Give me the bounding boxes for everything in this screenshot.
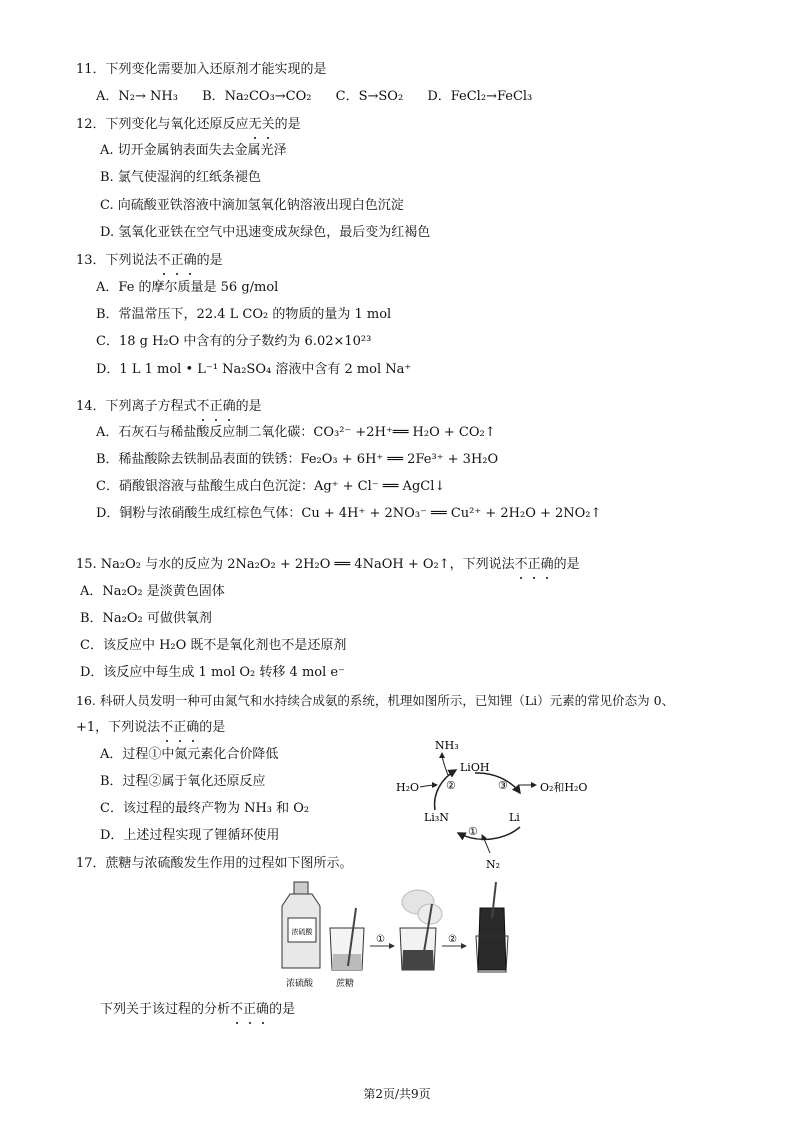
- emphasis-char: 不: [196, 399, 210, 414]
- page-footer: 第2页/共9页: [363, 1087, 431, 1101]
- q12-option-c: C. 向硫酸亚铁溶液中滴加氢氧化钠溶液出现白色沉淀: [100, 198, 404, 213]
- emphasis-char: 不: [514, 557, 528, 572]
- q14-option-a: A．石灰石与稀盐酸反应制二氧化碳：CO₃²⁻ +2H⁺══ H₂O + CO₂↑: [96, 425, 496, 440]
- bottle-label: 浓硫酸: [291, 928, 313, 936]
- q16-stem-line1: 16. 科研人员发明一种可由氮气和水持续合成氨的系统，机理如图所示，已知锂（Li）元素的常见价态为 0、: [76, 693, 675, 708]
- q12-stem-suffix: 的是: [274, 117, 301, 132]
- q16-stem-line2: [76, 719, 225, 737]
- emphasis-char: 正: [527, 557, 541, 572]
- q11-options: [96, 88, 552, 106]
- q17-stem: 17．蔗糖与浓硫酸发生作用的过程如下图所示。: [76, 856, 353, 871]
- q14-option-d: D．铜粉与浓硝酸生成红棕色气体：Cu + 4H⁺ + 2NO₃⁻ ══ Cu²⁺ + 2H₂O + 2NO₂↑: [96, 506, 602, 521]
- q14-stem: [76, 398, 262, 416]
- label-nh3: NH₃: [435, 739, 459, 752]
- q13-option-b: B．常温常压下，22.4 L CO₂ 的物质的量为 1 mol: [96, 307, 392, 322]
- q12-option-a: A. 切开金属钠表面失去金属光泽: [100, 143, 287, 158]
- q16-option-d: D．上述过程实现了锂循环使用: [100, 828, 280, 843]
- sugar-beaker: [330, 908, 364, 970]
- emphasis-char: 确: [540, 557, 554, 572]
- emphasis-char: 确: [256, 1002, 270, 1017]
- arrow-n2: [482, 835, 490, 853]
- emphasis-char: 确: [186, 720, 200, 735]
- q16-option-c: C．该过程的最终产物为 NH₃ 和 O₂: [100, 801, 310, 816]
- q11-option-b: B．Na₂CO₃→CO₂: [202, 89, 312, 104]
- q12-stem: [76, 116, 301, 134]
- q14-option-c: C．硝酸银溶液与盐酸生成白色沉淀：Ag⁺ + Cl⁻ ══ AgCl↓: [96, 479, 446, 494]
- q14-stem-suffix: 的是: [235, 399, 262, 414]
- q15-stem-emphasis: [515, 557, 554, 572]
- label-step3: ③: [498, 779, 508, 792]
- q16-stem-suffix: 的是: [199, 720, 226, 735]
- emphasis-char: 正: [173, 720, 187, 735]
- q13-stem: [76, 252, 223, 270]
- q16-stem-emphasis: [160, 720, 199, 735]
- label-lioh: LiOH: [460, 761, 490, 774]
- acid-bottle: [282, 882, 320, 968]
- emphasis-char: 关: [261, 117, 275, 132]
- q16-option-b: B．过程②属于氧化还原反应: [100, 774, 266, 789]
- q13-option-d: D．1 L 1 mol • L⁻¹ Na₂SO₄ 溶液中含有 2 mol Na⁺: [96, 362, 412, 377]
- q17-follow-prefix: 下列关于该过程的分析: [100, 1002, 231, 1017]
- q15-stem-prefix: 15. Na₂O₂ 与水的反应为 2Na₂O₂ + 2H₂O ══ 4NaOH + O₂↑，下列说法: [76, 557, 515, 572]
- emphasis-char: 正: [243, 1002, 257, 1017]
- q11-option-d: D．FeCl₂→FeCl₃: [427, 89, 533, 104]
- label-li3n: Li₃N: [424, 811, 449, 824]
- q11-stem: 11．下列变化需要加入还原剂才能实现的是: [76, 62, 327, 77]
- emphasis-char: 无: [248, 117, 262, 132]
- label-n2: N₂: [486, 858, 501, 871]
- q12-stem-emphasis: [249, 117, 275, 132]
- emphasis-char: 不: [230, 1002, 244, 1017]
- q13-stem-suffix: 的是: [196, 253, 223, 268]
- emphasis-char: 确: [222, 399, 236, 414]
- q12-option-d: D. 氢氧化亚铁在空气中迅速变成灰绿色，最后变为红褐色: [100, 225, 431, 240]
- q15-option-a: A．Na₂O₂ 是淡黄色固体: [80, 584, 225, 599]
- emphasis-char: 不: [160, 720, 174, 735]
- sucrose-acid-figure: [272, 878, 522, 990]
- q12-stem-prefix: 12．下列变化与氧化还原反应: [76, 117, 249, 132]
- label-o2-h2o: O₂和H₂O: [540, 781, 588, 794]
- arrow-h2o: [420, 785, 437, 787]
- q15-stem: [76, 556, 580, 574]
- caption-acid: 浓硫酸: [286, 979, 314, 989]
- q16-stem-prefix: +1，下列说法: [76, 720, 161, 735]
- label-step2: ②: [446, 779, 456, 792]
- q11-option-a: A．N₂→ NH₃: [96, 89, 178, 104]
- q11-option-c: C．S→SO₂: [335, 89, 404, 104]
- q13-option-c: C．18 g H₂O 中含有的分子数约为 6.02×10²³: [96, 334, 372, 349]
- q13-stem-prefix: 13．下列说法: [76, 253, 158, 268]
- q14-stem-emphasis: [197, 399, 236, 414]
- label-li: Li: [509, 811, 520, 824]
- label-step1: ①: [376, 934, 385, 945]
- q12-option-b: B. 氯气使湿润的红纸条褪色: [100, 170, 261, 185]
- label-h2o: H₂O: [396, 781, 420, 794]
- label-step2: ②: [448, 934, 457, 945]
- reacting-beaker: [400, 890, 442, 970]
- lithium-cycle-diagram: [390, 735, 610, 875]
- emphasis-char: 确: [183, 253, 197, 268]
- q15-stem-suffix: 的是: [553, 557, 580, 572]
- q17-follow-up: [100, 1001, 295, 1019]
- emphasis-char: 正: [170, 253, 184, 268]
- q13-stem-emphasis: [158, 253, 197, 268]
- label-step1: ①: [468, 825, 478, 838]
- q15-option-d: D．该反应中每生成 1 mol O₂ 转移 4 mol e⁻: [80, 665, 345, 680]
- caption-sugar: 蔗糖: [336, 979, 355, 989]
- q17-follow-suffix: 的是: [269, 1002, 296, 1017]
- q14-stem-prefix: 14．下列离子方程式: [76, 399, 197, 414]
- q13-option-a: A．Fe 的摩尔质量是 56 g/mol: [96, 280, 279, 295]
- carbon-column-beaker: [476, 882, 508, 972]
- q16-option-a: A．过程①中氮元素化合价降低: [100, 747, 279, 762]
- q15-option-b: B．Na₂O₂ 可做供氧剂: [80, 611, 212, 626]
- q15-option-c: C．该反应中 H₂O 既不是氧化剂也不是还原剂: [80, 638, 347, 653]
- q17-follow-emphasis: [230, 1002, 269, 1017]
- emphasis-char: 正: [209, 399, 223, 414]
- q14-option-b: B．稀盐酸除去铁制品表面的铁锈：Fe₂O₃ + 6H⁺ ══ 2Fe³⁺ + 3H₂O: [96, 452, 499, 467]
- emphasis-char: 不: [157, 253, 171, 268]
- arrow-nh3: [442, 753, 448, 775]
